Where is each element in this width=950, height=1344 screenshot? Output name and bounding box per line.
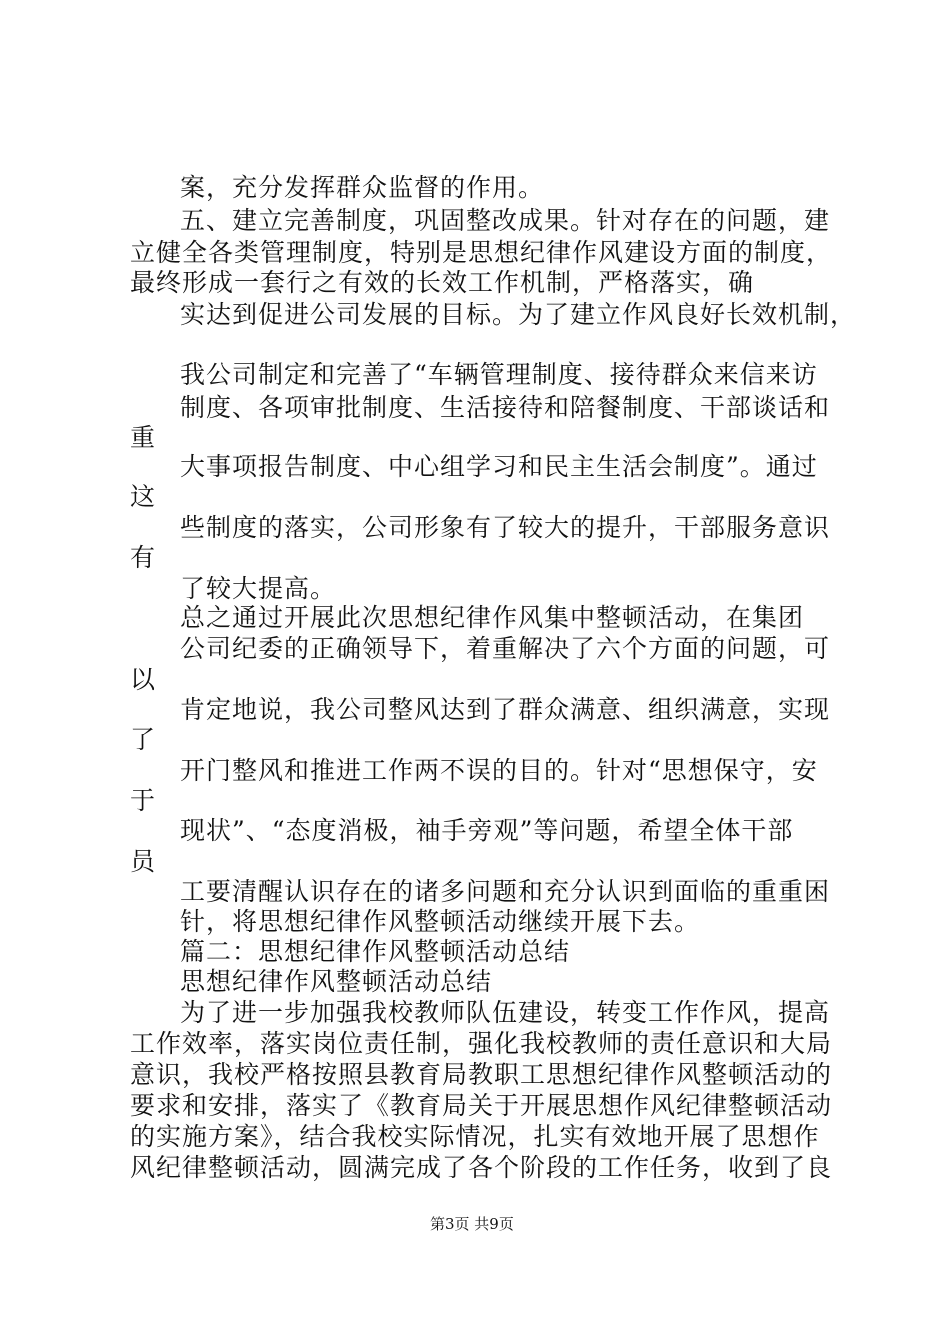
body-text-line: 五、建立完善制度，巩固整改成果。针对存在的问题，建 — [180, 206, 831, 235]
body-text-line: 总之通过开展此次思想纪律作风集中整顿活动，在集团 — [180, 603, 805, 632]
body-text-line: 针，将思想纪律作风整顿活动继续开展下去。 — [180, 907, 701, 936]
body-text-line: 了较大提高。 — [180, 574, 337, 603]
body-text-line: 案，充分发挥群众监督的作用。 — [180, 173, 545, 202]
body-text-line: 于 — [130, 786, 157, 815]
body-text-line: 立健全各类管理制度，特别是思想纪律作风建设方面的制度， — [130, 238, 833, 267]
body-text-line: 有 — [130, 543, 157, 572]
body-text-line: 制度、各项审批制度、生活接待和陪餐制度、干部谈话和 — [180, 393, 831, 422]
body-text-line: 我公司制定和完善了“车辆管理制度、接待群众来信来访 — [180, 360, 818, 389]
body-text-line: 意识，我校严格按照县教育局教职工思想纪律作风整顿活动的 — [130, 1060, 833, 1089]
section-title: 思想纪律作风整顿活动总结 — [180, 967, 493, 996]
body-text-line: 要求和安排，落实了《教育局关于开展思想作风纪律整顿活动 — [130, 1091, 833, 1120]
body-text-line: 这 — [130, 482, 157, 511]
body-text-line: 些制度的落实，公司形象有了较大的提升，干部服务意识 — [180, 513, 831, 542]
body-text-line: 重 — [130, 423, 157, 452]
body-text-line: 为了进一步加强我校教师队伍建设，转变工作作风，提高 — [180, 998, 831, 1027]
body-text-line: 开门整风和推进工作两不误的目的。针对“思想保守，安 — [180, 756, 818, 785]
body-text-line: 最终形成一套行之有效的长效工作机制，严格落实，确 — [130, 268, 755, 297]
body-text-line: 的实施方案》，结合我校实际情况，扎实有效地开展了思想作 — [130, 1122, 820, 1151]
body-text-line: 公司纪委的正确领导下，着重解决了六个方面的问题，可 — [180, 634, 831, 663]
body-text-line: 现状”、“态度消极，袖手旁观”等问题，希望全体干部 — [180, 816, 794, 845]
body-text-line: 工要清醒认识存在的诸多问题和充分认识到面临的重重困 — [180, 877, 831, 906]
body-text-line: 肯定地说，我公司整风达到了群众满意、组织满意，实现 — [180, 695, 831, 724]
section-heading: 篇二：思想纪律作风整顿活动总结 — [180, 937, 571, 966]
body-text-line: 实达到促进公司发展的目标。为了建立作风良好长效机制， — [180, 300, 857, 329]
body-text-line: 风纪律整顿活动，圆满完成了各个阶段的工作任务，收到了良 — [130, 1153, 833, 1182]
page-number-footer: 第3页 共9页 — [430, 1215, 514, 1233]
body-text-line: 以 — [130, 665, 157, 694]
body-text-line: 大事项报告制度、中心组学习和民主生活会制度”。通过 — [180, 452, 818, 481]
body-text-line: 了 — [130, 725, 157, 754]
body-text-line: 工作效率，落实岗位责任制，强化我校教师的责任意识和大局 — [130, 1029, 833, 1058]
body-text-line: 员 — [130, 847, 157, 876]
